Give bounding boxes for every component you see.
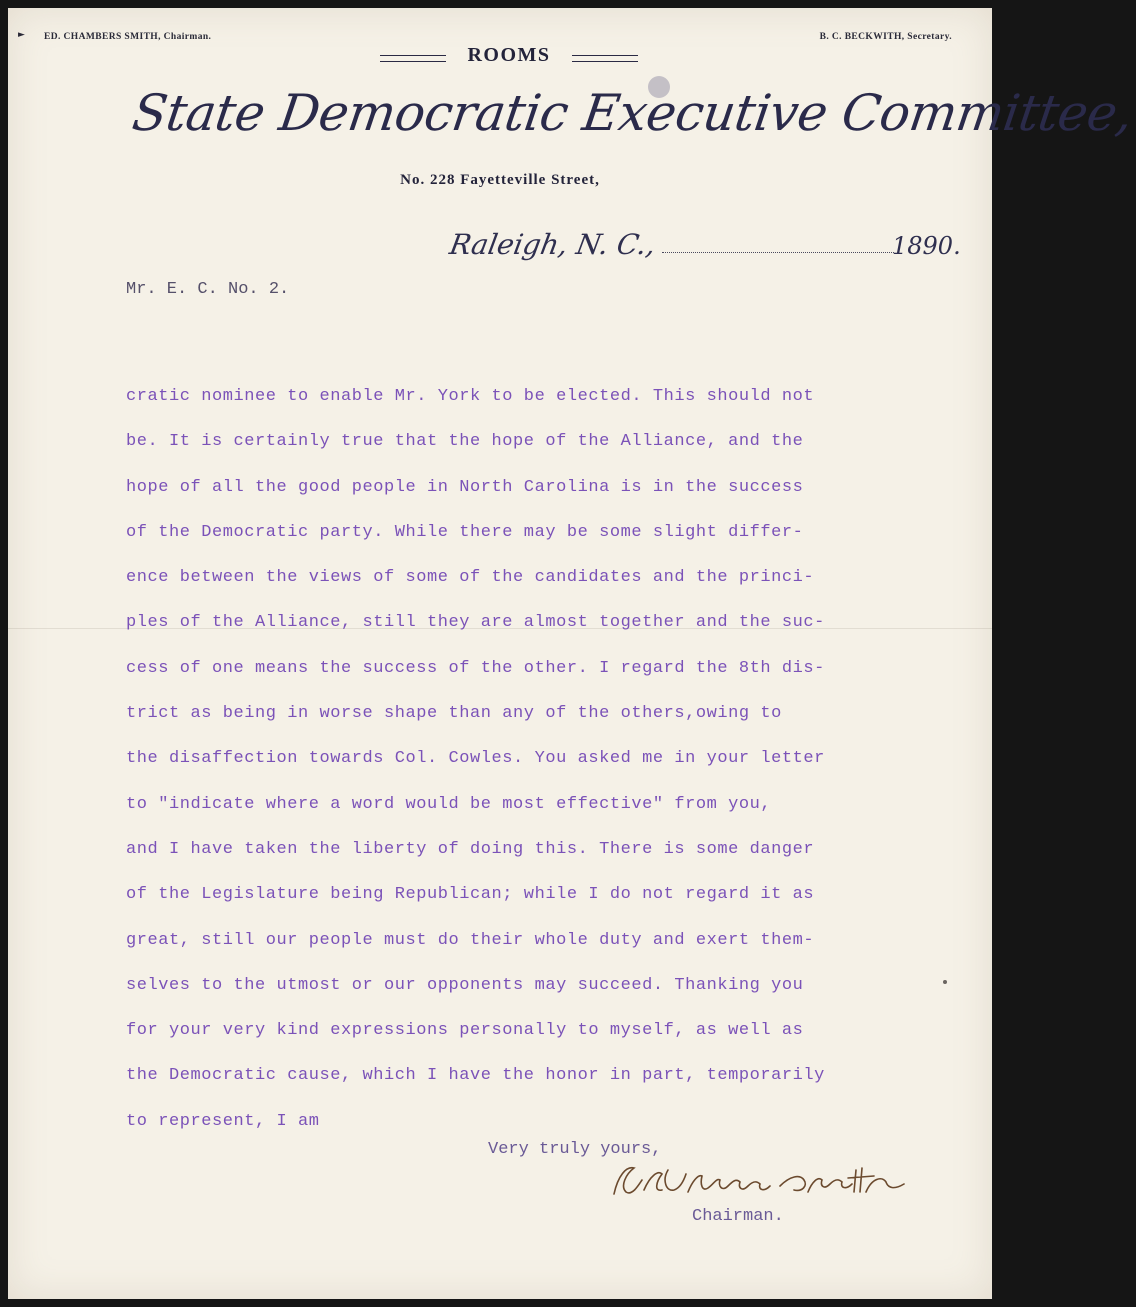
body-line: selves to the utmost or our opponents may succeed. Thanking you [126,975,804,995]
body-line: for your very kind expressions personally to myself, as well as [126,1021,804,1041]
body-line: ples of the Alliance, still they are almost together and the suc- [126,613,825,633]
handwritten-signature [604,1156,924,1206]
arrow-marker-icon: ► [18,30,25,40]
body-line: cess of one means the success of the other. I regard the 8th dis- [126,658,825,678]
body-line: to represent, I am [126,1111,320,1131]
body-line: great, still our people must do their whole duty and exert them- [126,930,815,950]
paper-speck [943,980,947,984]
rooms-label: ROOMS [467,44,551,66]
closing-salutation: Very truly yours, [488,1140,662,1159]
body-line: the disaffection towards Col. Cowles. You asked me in your letter [126,749,825,769]
letter-body [126,374,926,1144]
body-line: be. It is certainly true that the hope of the Alliance, and the [126,432,804,452]
body-line: to "indicate where a word would be most effective" from you, [126,794,772,814]
committee-title: State Democratic Executive Committee, [128,84,1136,142]
rooms-banner [380,44,638,70]
secretary-heading: B. C. BECKWITH, Secretary. [819,32,952,42]
street-address: No. 228 Fayetteville Street, [400,172,600,188]
body-line: the Democratic cause, which I have the honor in part, temporarily [126,1066,825,1086]
chairman-heading: ED. CHAMBERS SMITH, Chairman. [44,32,212,42]
body-line: and I have taken the liberty of doing this. There is some danger [126,839,815,859]
body-line: of the Democratic party. While there may be some slight differ- [126,522,804,542]
body-line: trict as being in worse shape than any of the others,owing to [126,704,782,724]
body-line: hope of all the good people in North Carolina is in the success [126,477,804,497]
dateline-dotted-rule [662,252,894,253]
body-line: ence between the views of some of the candidates and the princi- [126,568,815,588]
dateline-year: 1890. [892,232,961,260]
body-line: of the Legislature being Republican; while I do not regard it as [126,885,815,905]
rooms-rule-right [572,55,638,62]
letter-sheet [8,8,1136,1299]
body-line: cratic nominee to enable Mr. York to be elected. This should not [126,387,815,406]
dateline-place: Raleigh, N. C., [447,228,659,261]
page-reference: Mr. E. C. No. 2. [126,280,290,299]
dateline [447,228,961,268]
signer-title: Chairman. [692,1207,784,1226]
